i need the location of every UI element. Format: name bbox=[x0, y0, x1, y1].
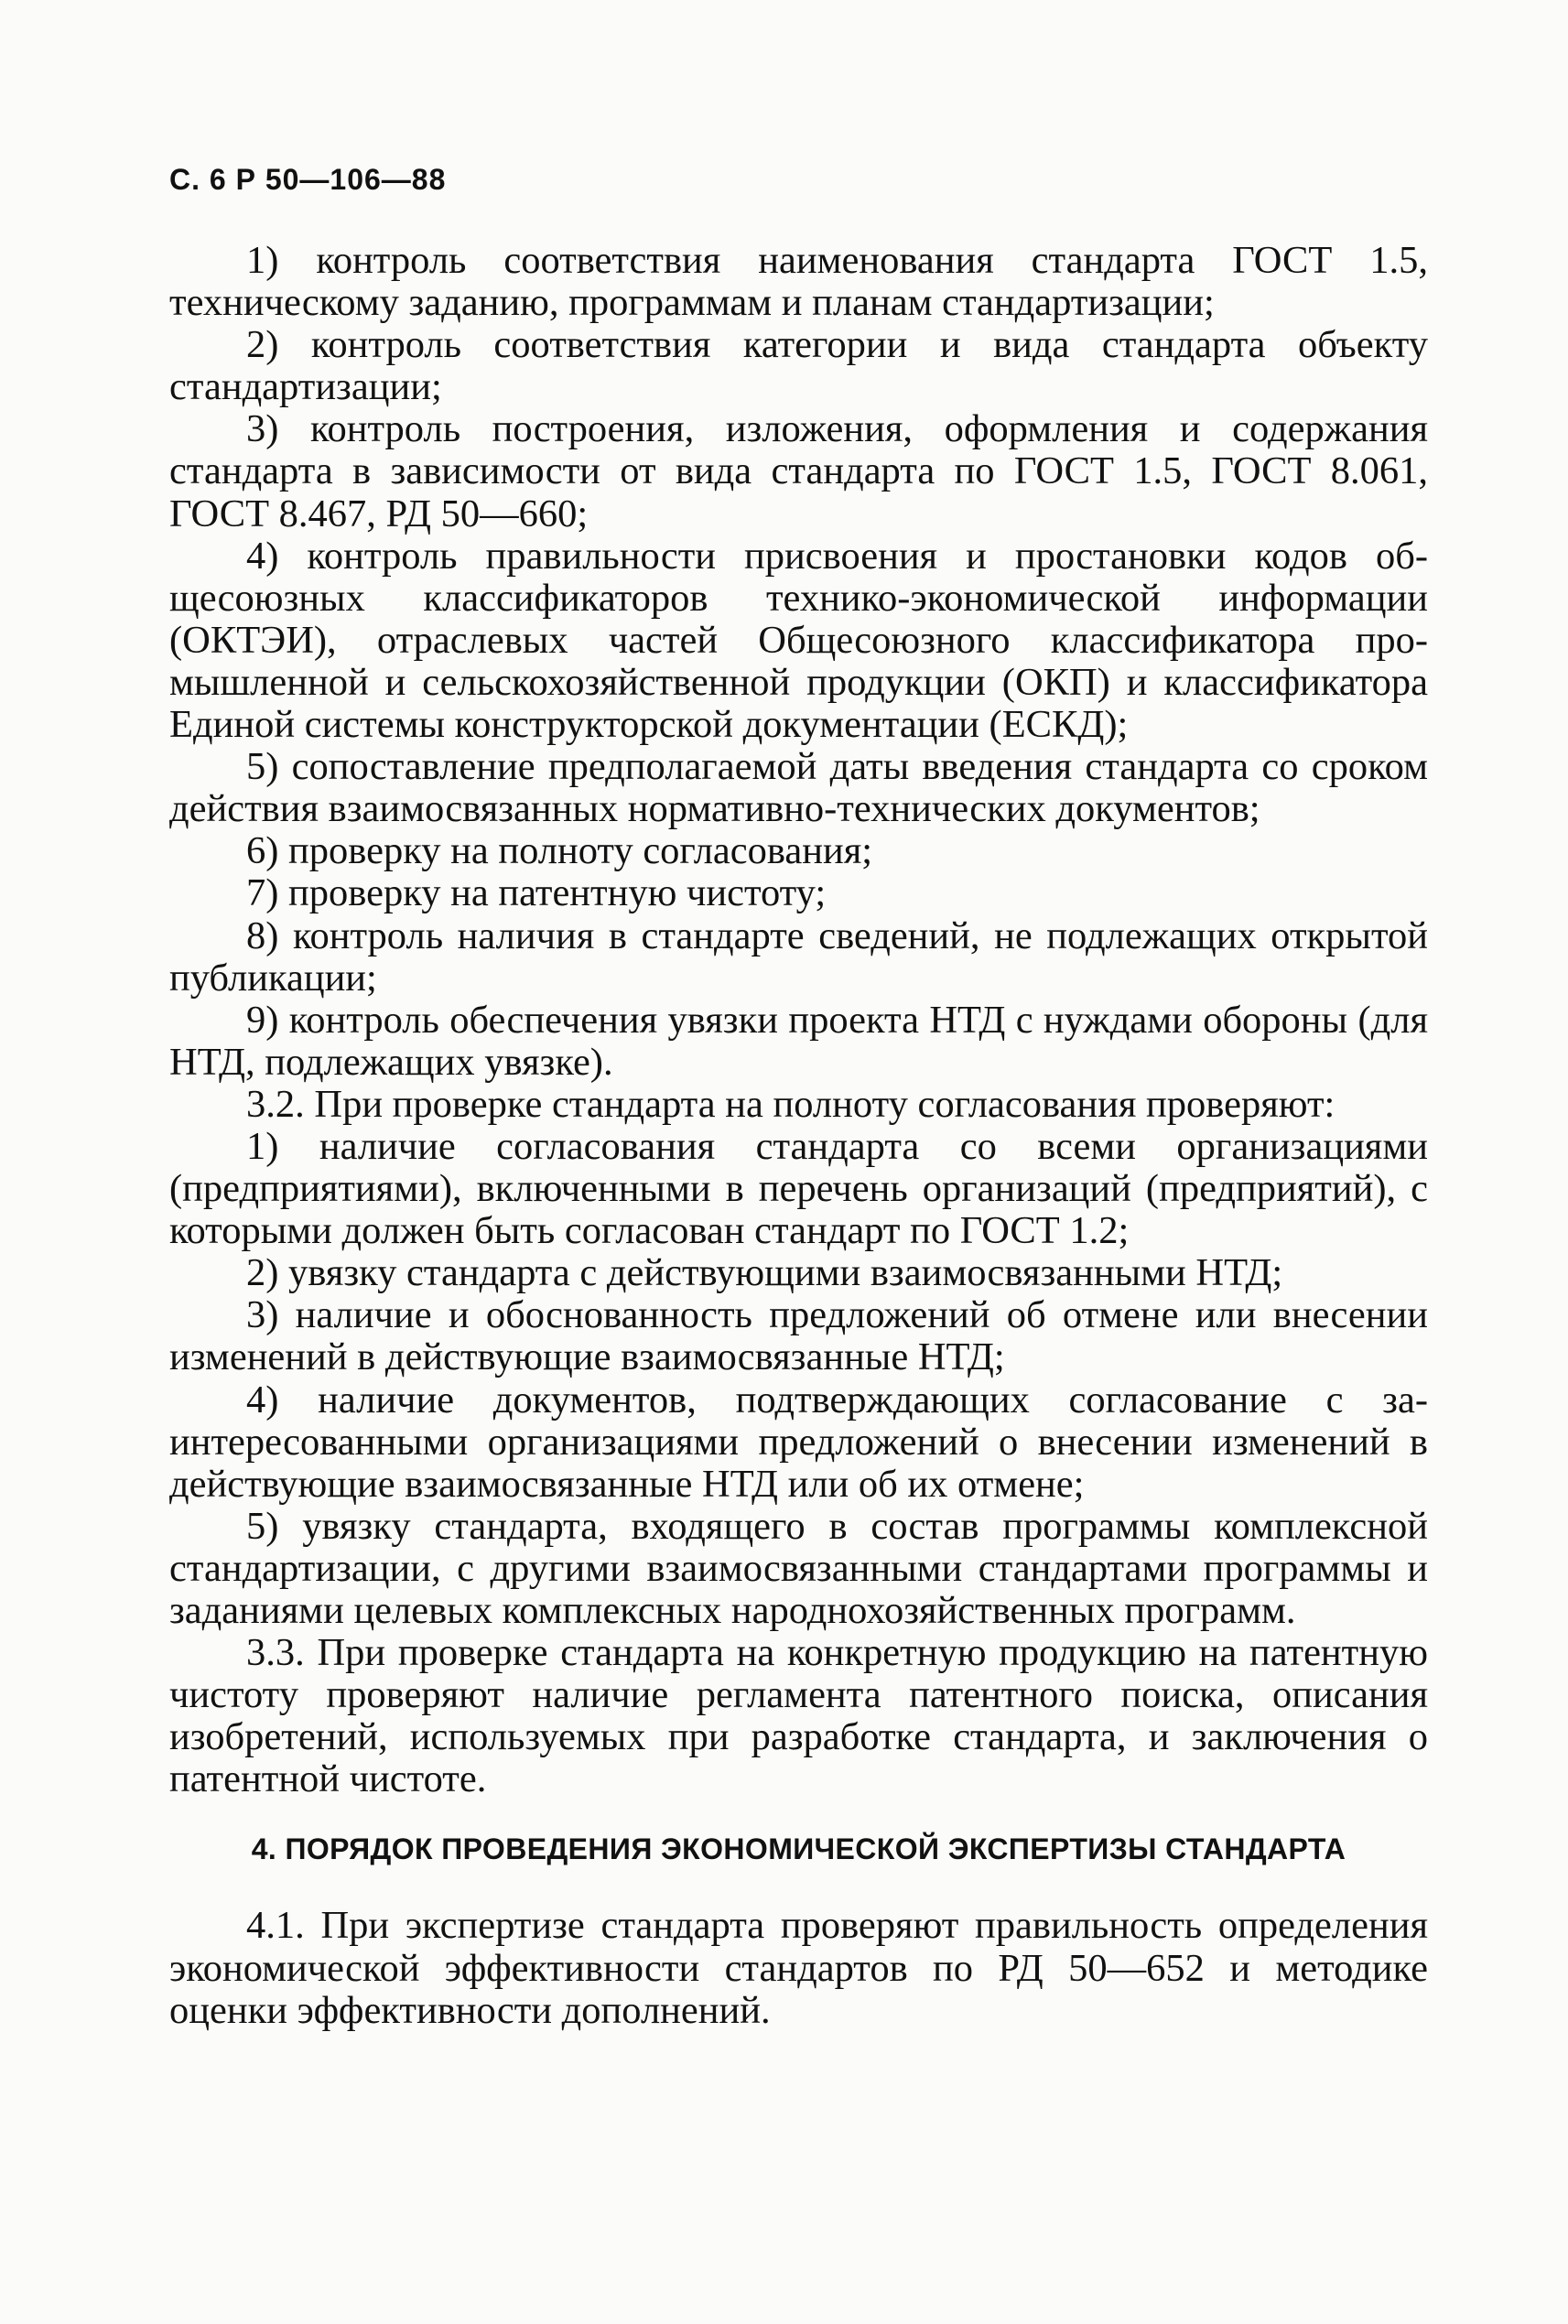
paragraph: 3.2. При проверке стандарта на полноту согласования проверяют: bbox=[246, 1082, 1336, 1126]
paragraph: 4.1. При экспертизе стандарта проверяют правильность определения экономической эффективности стандартов по РД 50—652 и методике оценки эффективности дополнений. bbox=[169, 1904, 1428, 2032]
paragraph: 2) увязку стандарта с действующими взаимосвязанными НТД; bbox=[246, 1251, 1283, 1295]
paragraph: 4) наличие документов, подтверждающих согласование с заинтересованными организациями предложений о внесении изменений в действующие взаимосвязанные НТД или об их отмене; bbox=[169, 1378, 1428, 1506]
paragraph: 3) наличие и обоснованность предложений об отмене или внесении изменений в действующие взаимосвязанные НТД; bbox=[169, 1293, 1428, 1379]
paragraph: 1) контроль соответствия наименования стандарта ГОСТ 1.5, техническому заданию, программам и планам стандартизации; bbox=[169, 239, 1428, 325]
paragraph: 4) контроль правильности присвоения и простановки кодов общесоюзных классификаторов технико-экономической информации (ОКТЭИ), отраслевых частей Общесоюзного классификатора промышленной и сельскохозяйственной продукции (ОКП) и классификатора Единой системы конструкторской документации (ЕСКД); bbox=[169, 534, 1428, 747]
section-heading: 4. ПОРЯДОК ПРОВЕДЕНИЯ ЭКОНОМИЧЕСКОЙ ЭКСПЕРТИЗЫ СТАНДАРТА bbox=[251, 1832, 1346, 1866]
paragraph: 1) наличие согласования стандарта со всеми организациями (предприятиями), включенными в перечень организаций (предприятий), с которыми должен быть согласован стандарт по ГОСТ 1.2; bbox=[169, 1124, 1428, 1253]
paragraph: 9) контроль обеспечения увязки проекта НТД с нуждами обороны (для НТД, подлежащих увязке). bbox=[169, 998, 1428, 1084]
paragraph: 2) контроль соответствия категории и вида стандарта объекту стандартизации; bbox=[169, 323, 1428, 409]
running-head: С. 6 Р 50—106—88 bbox=[169, 163, 447, 196]
paragraph: 6) проверку на полноту согласования; bbox=[246, 829, 873, 873]
paragraph: 3) контроль построения, изложения, оформления и содержания стандарта в зависимости от вида стандарта по ГОСТ 1.5, ГОСТ 8.061, ГОСТ 8.467, РД 50—660; bbox=[169, 407, 1428, 535]
body-text bbox=[169, 240, 1428, 2032]
paragraph: 3.3. При проверке стандарта на конкретную продукцию на патентную чистоту проверяют наличие регламента патентного поиска, описания изобретений, используемых при разработке стандарта, и заключения о патентной чистоте. bbox=[169, 1631, 1428, 1801]
paragraph: 7) проверку на патентную чистоту; bbox=[246, 871, 827, 915]
paragraph: 5) увязку стандарта, входящего в состав программы комплексной стандартизации, с другими взаимосвязанными стандартами программы и заданиями целевых комплексных народнохозяйственных программ. bbox=[169, 1504, 1428, 1632]
paragraph: 8) контроль наличия в стандарте сведений, не подлежащих открытой публикации; bbox=[169, 913, 1428, 1000]
paragraph: 5) сопоставление предполагаемой даты введения стандарта со сроком действия взаимосвязанных нормативно-технических документов; bbox=[169, 745, 1428, 831]
